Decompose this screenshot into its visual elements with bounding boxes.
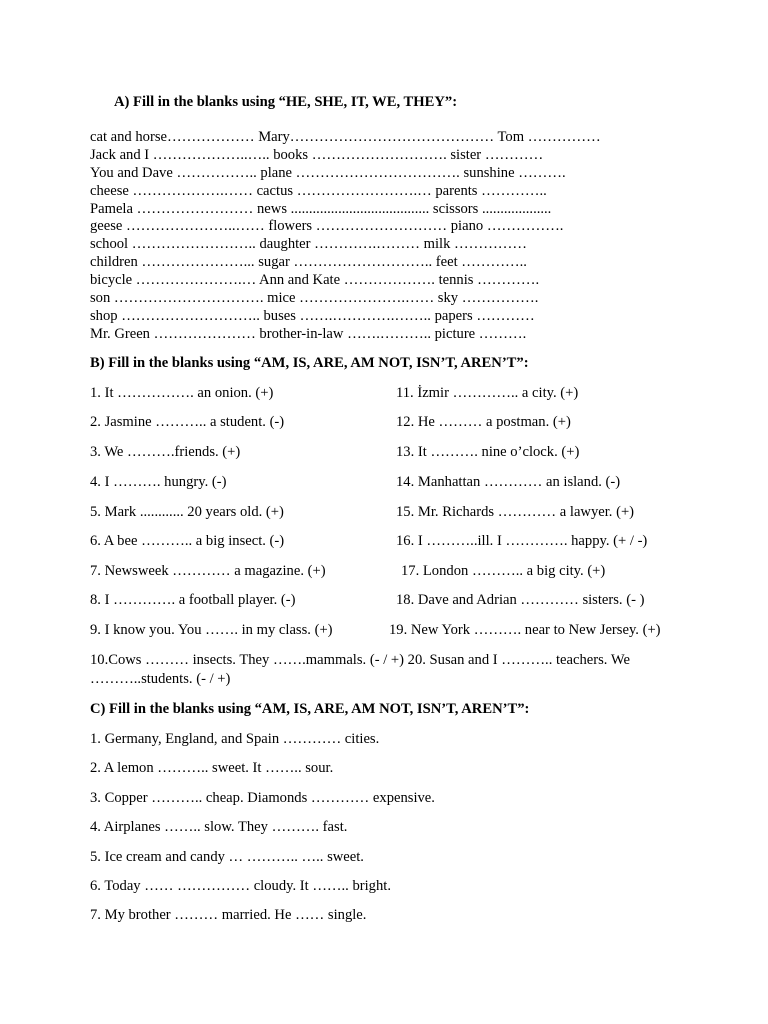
exercise-c-item: 1. Germany, England, and Spain ………… cities. <box>90 731 380 747</box>
exercise-c-item: 6. Today …… …………… cloudy. It …….. bright. <box>90 878 391 894</box>
section-a-title: A) Fill in the blanks using “HE, SHE, IT, WE, THEY”: <box>114 94 458 110</box>
section-c-title: C) Fill in the blanks using “AM, IS, ARE, AM NOT, ISN’T, AREN’T”: <box>90 701 530 717</box>
noun-line: children …………………... sugar ……………………….. feet ………….. <box>90 254 527 271</box>
exercise-b-item: 3. We ……….friends. (+) <box>90 444 241 460</box>
exercise-b-item: 4. I ………. hungry. (-) <box>90 474 227 490</box>
exercise-c-item: 2. A lemon ……….. sweet. It …….. sour. <box>90 760 334 776</box>
section-b-title: B) Fill in the blanks using “AM, IS, ARE, AM NOT, ISN’T, AREN’T”: <box>90 355 529 371</box>
exercise-b-item: 8. I …………. a football player. (-) <box>90 592 296 608</box>
exercise-b-item: 2. Jasmine ……….. a student. (-) <box>90 414 285 430</box>
exercise-c-item: 4. Airplanes …….. slow. They ………. fast. <box>90 819 348 835</box>
noun-line: geese …………………..…… flowers ……………………… piano ……………. <box>90 218 564 235</box>
exercise-b-item: 6. A bee ……….. a big insect. (-) <box>90 533 285 549</box>
noun-line: bicycle ………………….… Ann and Kate ………………. tennis …………. <box>90 272 540 289</box>
exercise-b-item: 12. He ……… a postman. (+) <box>396 414 571 430</box>
section-a-noun-list <box>90 129 690 344</box>
exercise-b-item: 18. Dave and Adrian ………… sisters. (- ) <box>396 592 645 608</box>
exercise-b-item: 7. Newsweek ………… a magazine. (+) <box>90 563 326 579</box>
exercise-b-item: 14. Manhattan ………… an island. (-) <box>396 474 621 490</box>
exercise-c-item: 5. Ice cream and candy … ……….. ….. sweet. <box>90 849 364 865</box>
noun-line: You and Dave …………….. plane ……………………………. sunshine ………. <box>90 164 566 181</box>
exercise-b-item: 10.Cows ……… insects. They …….mammals. (- / +) 20. Susan and I ……….. teachers. We ………..students. (- / +) <box>90 652 630 687</box>
exercise-b-item: 15. Mr. Richards ………… a lawyer. (+) <box>396 504 635 520</box>
noun-line: Mr. Green ………………… brother-in-law …….……….. picture ………. <box>90 325 527 342</box>
exercise-b-item: 11. İzmir ………….. a city. (+) <box>396 385 579 401</box>
noun-line: son …………………………. mice ………………….…… sky ……………. <box>90 290 539 307</box>
noun-line: school …………………….. daughter ………….……… milk …………… <box>90 236 527 253</box>
noun-line: cat and horse……………… Mary…………………………………… Tom …………… <box>90 129 601 145</box>
exercise-b-item: 13. It ………. nine o’clock. (+) <box>396 444 580 460</box>
exercise-b-item: 16. I ………..ill. I …………. happy. (+ / -) <box>396 533 648 549</box>
exercise-c-item: 3. Copper ……….. cheap. Diamonds ………… expensive. <box>90 790 435 806</box>
noun-line: shop ……………………….. buses …….………….…….. papers ………… <box>90 307 535 324</box>
exercise-b-item: 17. London ……….. a big city. (+) <box>401 563 606 579</box>
exercise-b-item: 19. New York ………. near to New Jersey. (+) <box>389 622 661 638</box>
exercise-b-item: 9. I know you. You ……. in my class. (+) <box>90 622 333 638</box>
noun-line: Pamela …………………… news ...................................... scissors ................... <box>90 200 552 217</box>
noun-line: cheese ……………….…… cactus …………………….… parents ………….. <box>90 182 547 199</box>
exercise-b-item: 5. Mark ............ 20 years old. (+) <box>90 504 284 520</box>
exercise-b-item: 1. It ……………. an onion. (+) <box>90 385 274 401</box>
noun-line: Jack and I ………………..….. books ………………………. sister ………… <box>90 146 544 163</box>
exercise-c-item: 7. My brother ……… married. He …… single. <box>90 907 367 923</box>
